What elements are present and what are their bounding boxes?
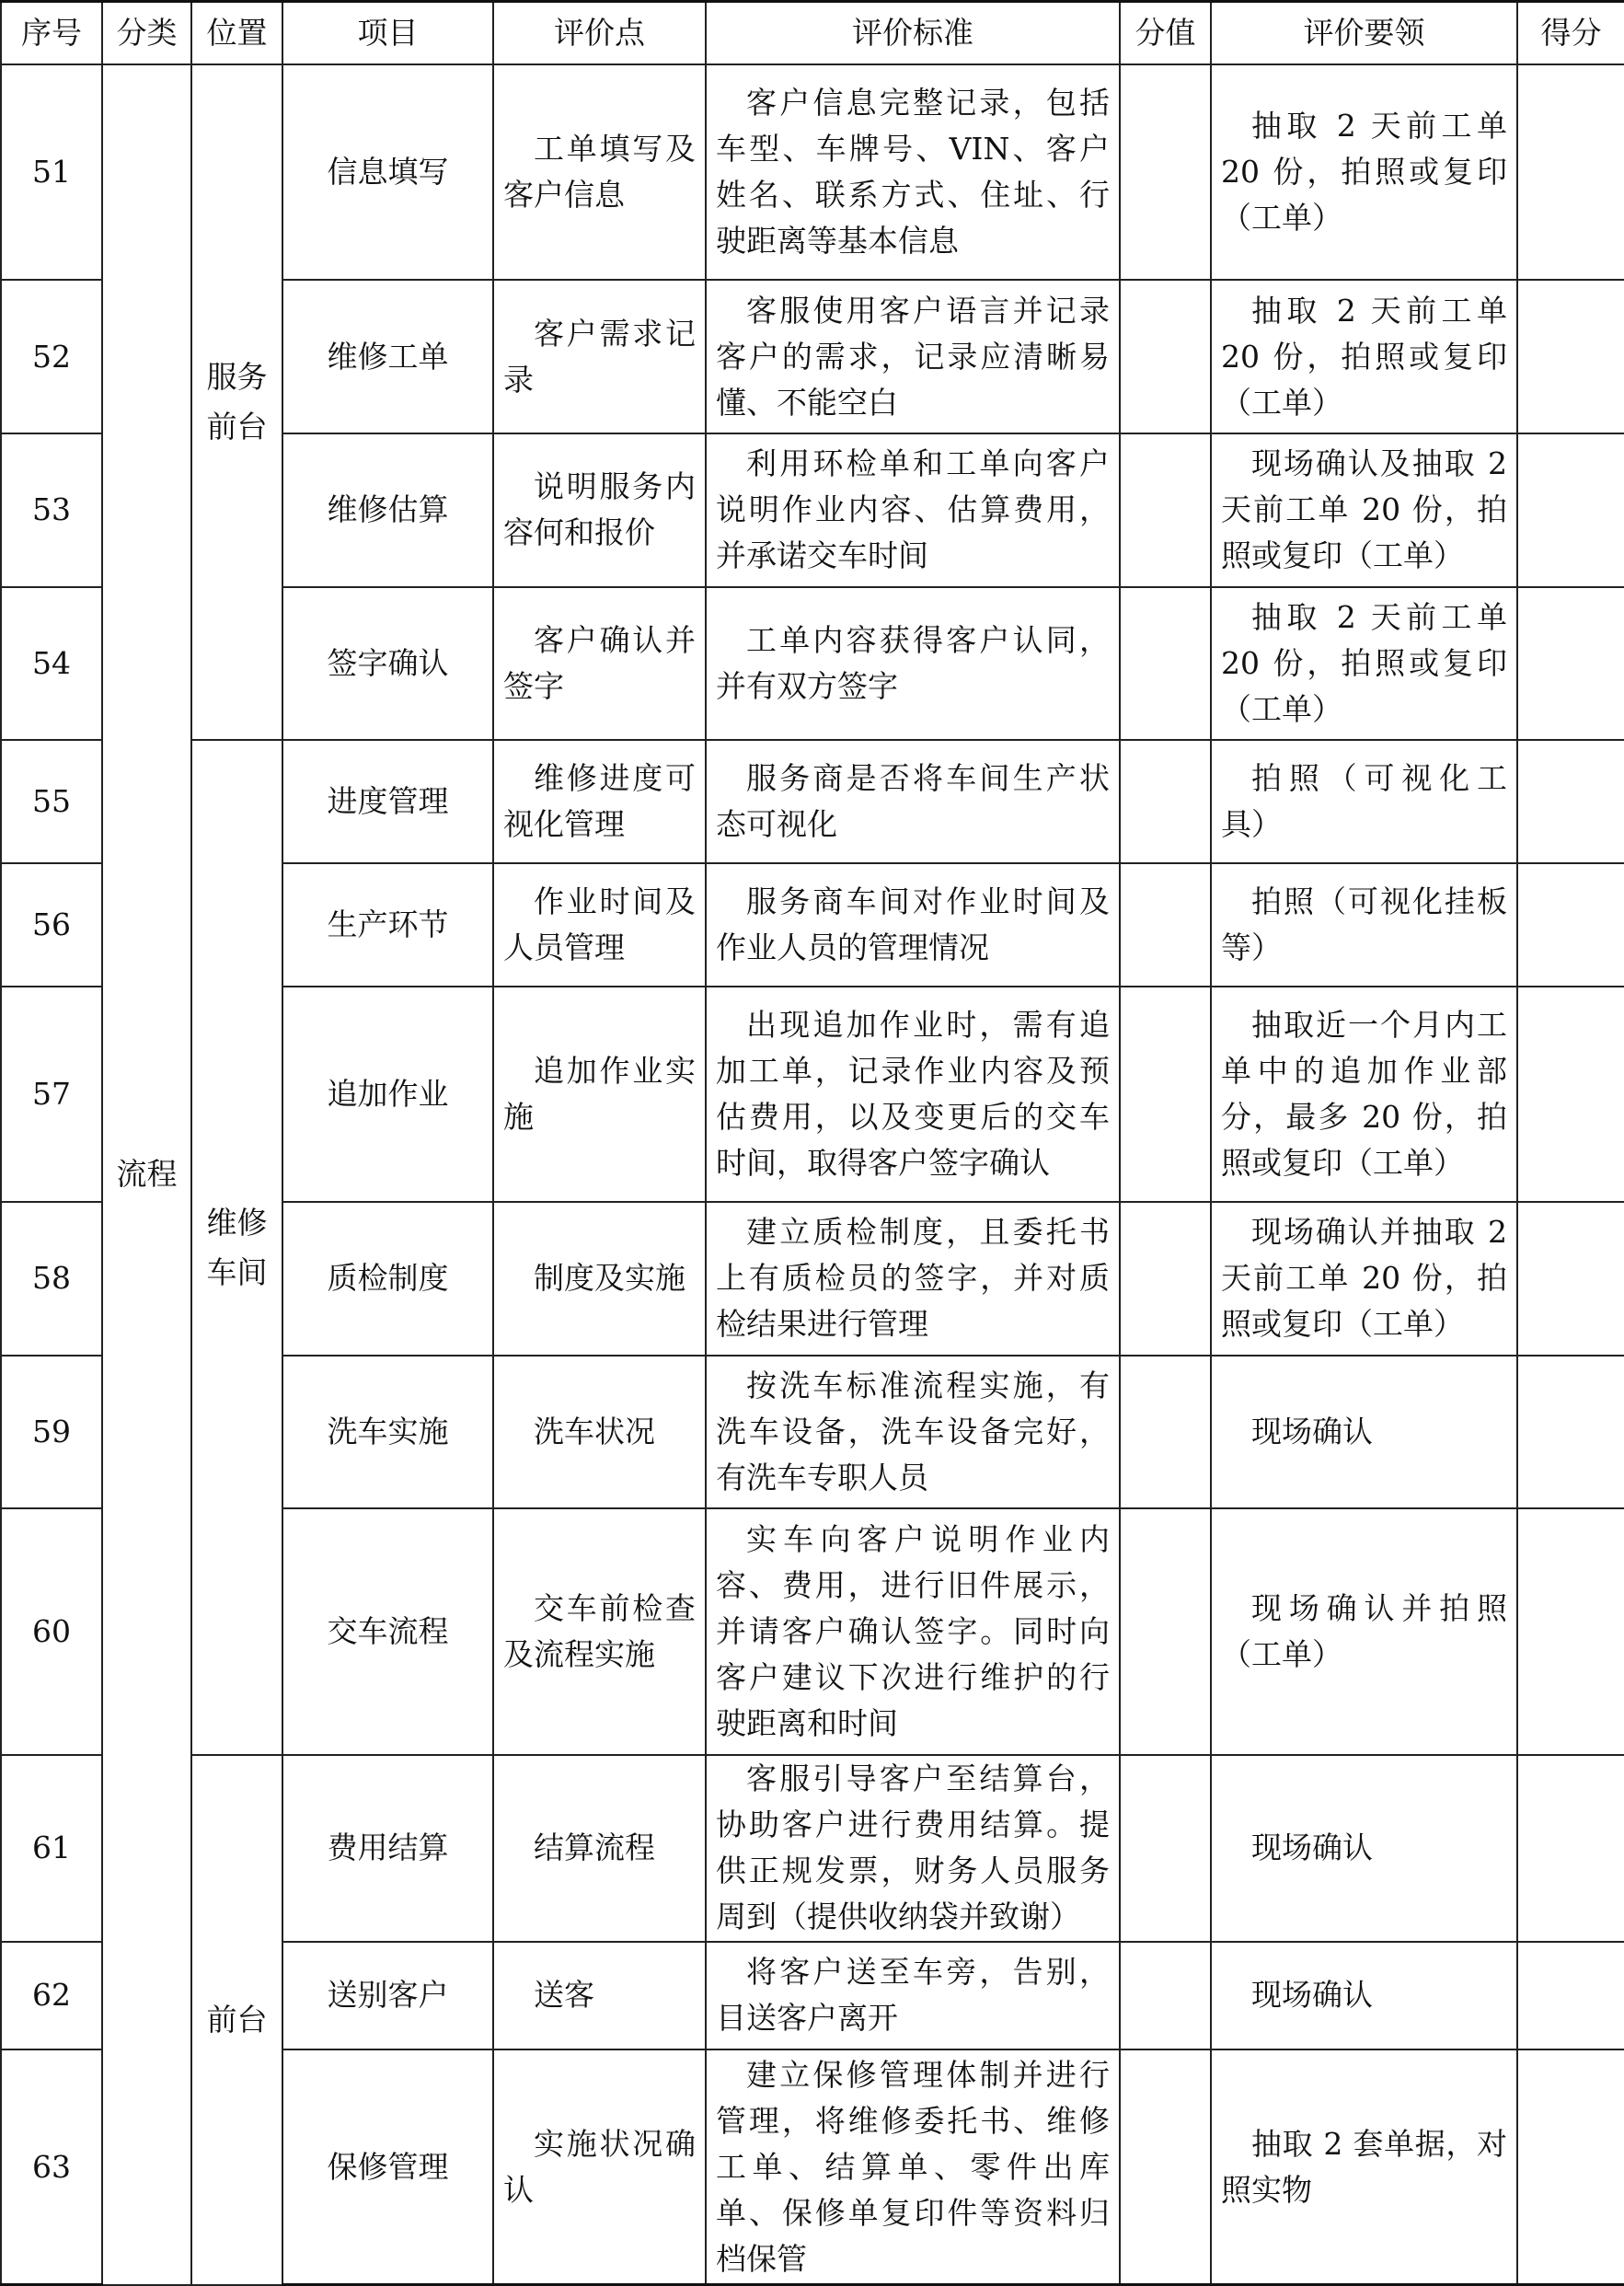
method-cell: 拍照（可视化挂板等） [1211,863,1517,987]
method-cell: 抽取 2 套单据，对照实物 [1211,2049,1517,2284]
method-cell: 拍照（可视化工具） [1211,740,1517,863]
standard-cell: 工单内容获得客户认同，并有双方签字 [706,587,1120,741]
item-cell: 维修工单 [282,280,493,433]
score-cell [1120,64,1211,280]
standard-cell: 将客户送至车旁，告别，目送客户离开 [706,1942,1120,2050]
got-cell [1517,863,1624,987]
item-cell: 质检制度 [282,1202,493,1356]
item-cell: 签字确认 [282,587,493,741]
method-cell: 现场确认 [1211,1356,1517,1509]
header-standard: 评价标准 [706,2,1120,65]
row-number: 62 [1,1942,102,2050]
got-cell [1517,2049,1624,2284]
standard-cell: 利用环检单和工单向客户说明作业内容、估算费用，并承诺交车时间 [706,433,1120,587]
item-cell: 进度管理 [282,740,493,863]
item-cell: 洗车实施 [282,1356,493,1509]
header-item: 项目 [282,2,493,65]
row-number: 52 [1,280,102,433]
got-cell [1517,1755,1624,1942]
score-cell [1120,280,1211,433]
header-method: 评价要领 [1211,2,1517,65]
header-no: 序号 [1,2,102,65]
point-cell: 维修进度可视化管理 [493,740,706,863]
method-cell: 现场确认 [1211,1942,1517,2050]
header-row [1,2,1624,65]
row-number: 57 [1,987,102,1202]
standard-cell: 客服使用客户语言并记录客户的需求，记录应清晰易懂、不能空白 [706,280,1120,433]
point-cell: 送客 [493,1942,706,2050]
got-cell [1517,587,1624,741]
method-cell: 抽取 2 天前工单 20 份，拍照或复印（工单） [1211,280,1517,433]
standard-cell: 建立保修管理体制并进行管理，将维修委托书、维修工单、结算单、零件出库单、保修单复印件等资料归档保管 [706,2049,1120,2284]
item-cell: 费用结算 [282,1755,493,1942]
position-label: 前台 [206,2001,268,2038]
method-cell: 现场确认及抽取 2 天前工单 20 份，拍照或复印（工单） [1211,433,1517,587]
header-score: 分值 [1120,2,1211,65]
method-cell: 现场确认并拍照（工单） [1211,1508,1517,1754]
point-cell: 客户确认并签字 [493,587,706,741]
score-cell [1120,1356,1211,1509]
item-cell: 维修估算 [282,433,493,587]
row-number: 51 [1,64,102,280]
got-cell [1517,1508,1624,1754]
method-cell: 抽取 2 天前工单 20 份，拍照或复印（工单） [1211,64,1517,280]
point-cell: 作业时间及人员管理 [493,863,706,987]
score-cell [1120,1942,1211,2050]
item-cell: 信息填写 [282,64,493,280]
score-cell [1120,587,1211,741]
score-cell [1120,1202,1211,1356]
table-row [1,64,1624,280]
header-category: 分类 [102,2,191,65]
item-cell: 追加作业 [282,987,493,1202]
point-cell: 工单填写及客户信息 [493,64,706,280]
method-cell: 抽取近一个月内工单中的追加作业部分，最多 20 份，拍照或复印（工单） [1211,987,1517,1202]
header-got: 得分 [1517,2,1624,65]
standard-cell: 客服引导客户至结算台，协助客户进行费用结算。提供正规发票，财务人员服务周到（提供收纳袋并致谢） [706,1755,1120,1942]
point-cell: 结算流程 [493,1755,706,1942]
point-cell: 客户需求记录 [493,280,706,433]
score-cell [1120,740,1211,863]
row-number: 54 [1,587,102,741]
standard-cell: 客户信息完整记录，包括车型、车牌号、VIN、客户姓名、联系方式、住址、行驶距离等基本信息 [706,64,1120,280]
item-cell: 生产环节 [282,863,493,987]
item-cell: 保修管理 [282,2049,493,2284]
got-cell [1517,64,1624,280]
row-number: 59 [1,1356,102,1509]
got-cell [1517,740,1624,863]
standard-cell: 出现追加作业时，需有追加工单，记录作业内容及预估费用，以及变更后的交车时间，取得客户签字确认 [706,987,1120,1202]
method-cell: 现场确认并抽取 2 天前工单 20 份，拍照或复印（工单） [1211,1202,1517,1356]
got-cell [1517,1356,1624,1509]
score-cell [1120,433,1211,587]
row-number: 56 [1,863,102,987]
standard-cell: 服务商车间对作业时间及作业人员的管理情况 [706,863,1120,987]
category-cell [102,64,191,2285]
row-number: 55 [1,740,102,863]
point-cell: 说明服务内容何和报价 [493,433,706,587]
category-label: 流程 [116,1156,178,1193]
table-row [1,740,1624,863]
item-cell: 交车流程 [282,1508,493,1754]
standard-cell: 服务商是否将车间生产状态可视化 [706,740,1120,863]
row-number: 61 [1,1755,102,1942]
position-label: 服务前台 [206,359,268,445]
score-cell [1120,1508,1211,1754]
point-cell: 洗车状况 [493,1356,706,1509]
score-cell [1120,987,1211,1202]
point-cell: 实施状况确认 [493,2049,706,2284]
got-cell [1517,987,1624,1202]
score-cell [1120,2049,1211,2284]
row-number: 60 [1,1508,102,1754]
row-number: 58 [1,1202,102,1356]
position-label: 维修车间 [206,1204,268,1290]
method-cell: 现场确认 [1211,1755,1517,1942]
point-cell: 追加作业实施 [493,987,706,1202]
position-cell [191,1755,282,2285]
table-row [1,1755,1624,1942]
standard-cell: 实车向客户说明作业内容、费用，进行旧件展示，并请客户确认签字。同时向客户建议下次进行维护的行驶距离和时间 [706,1508,1120,1754]
row-number: 63 [1,2049,102,2284]
position-cell [191,740,282,1754]
standard-cell: 建立质检制度，且委托书上有质检员的签字，并对质检结果进行管理 [706,1202,1120,1356]
score-cell [1120,1755,1211,1942]
point-cell: 交车前检查及流程实施 [493,1508,706,1754]
row-number: 53 [1,433,102,587]
item-cell: 送别客户 [282,1942,493,2050]
header-position: 位置 [191,2,282,65]
got-cell [1517,1942,1624,2050]
point-cell: 制度及实施 [493,1202,706,1356]
method-cell: 抽取 2 天前工单 20 份，拍照或复印（工单） [1211,587,1517,741]
got-cell [1517,280,1624,433]
got-cell [1517,433,1624,587]
got-cell [1517,1202,1624,1356]
position-cell [191,64,282,740]
standard-cell: 按洗车标准流程实施，有洗车设备，洗车设备完好，有洗车专职人员 [706,1356,1120,1509]
score-cell [1120,863,1211,987]
header-point: 评价点 [493,2,706,65]
